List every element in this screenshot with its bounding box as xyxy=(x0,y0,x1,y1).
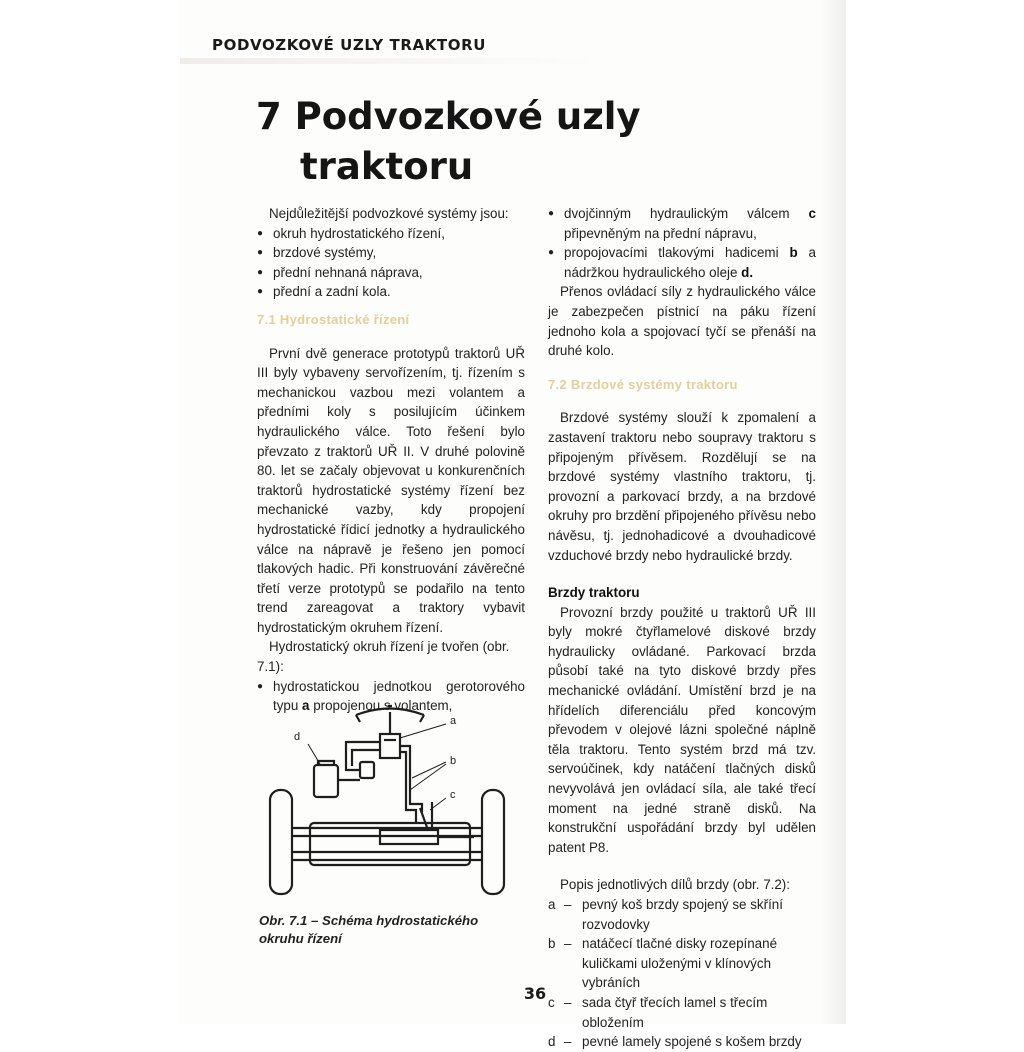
leader-line-b xyxy=(410,762,446,790)
parts-dash: – xyxy=(564,1034,572,1050)
parts-key: a xyxy=(548,897,556,912)
parts-key: b xyxy=(548,936,556,952)
paragraph-force-transfer: Přenos ovládací síly z hydraulického válce je zabezpečen pístnicí na páku řízení jednoho kola a spojovací tyčí se přenáší na druhé kolo. xyxy=(548,284,816,359)
bullet-text: připevněným na přední nápravu, xyxy=(564,225,757,241)
parts-item xyxy=(548,1032,816,1052)
bullet-item: ● přední nehnaná náprava, xyxy=(257,263,525,283)
running-head-rule xyxy=(180,58,600,64)
parts-text: natáčecí tlačné disky rozepínané kuličkami uloženými v klínových vybráních xyxy=(582,936,778,991)
steering-diagram-figure xyxy=(260,690,522,910)
bullet-key: d. xyxy=(741,264,754,280)
parts-item xyxy=(548,895,816,934)
parts-key: c xyxy=(548,994,555,1010)
intro-bullet-list xyxy=(257,224,525,302)
leader-line-a xyxy=(400,724,446,738)
running-head: PODVOZKOVÉ UZLY TRAKTORU xyxy=(212,36,487,54)
parts-text: pevný koš brzdy spojený se skříní rozvodovky xyxy=(582,897,783,932)
bullet-text: propojenou s volantem, xyxy=(309,698,453,714)
oil-tank xyxy=(314,765,338,797)
bullet-key: a xyxy=(302,698,310,714)
bullet-item xyxy=(548,204,816,243)
paragraph-circuit-intro: Hydrostatický okruh řízení je tvořen (obr. 7.1): xyxy=(257,639,510,675)
paragraph-brake-systems: Brzdové systémy slouží k zpomalení a zastavení traktoru nebo soupravy traktoru s připojeným přívěsem. Rozdělují se na brzdové systémy vlastního traktoru, tj. provozní a parkovací brzdy, a na brzdové okruhy pro brzdění připojeného přívěsu nebo návěsu, tj. jednohadicové a dvouhadicové vzduchové brzdy nebo hydraulické brzdy. xyxy=(548,410,816,563)
left-column xyxy=(257,204,525,716)
bullet-item: ● brzdové systémy, xyxy=(257,243,525,263)
section-heading-7-2: 7.2 Brzdové systémy traktoru xyxy=(548,376,738,392)
chapter-title-line1: 7 Podvozkové uzly xyxy=(256,95,641,138)
pressure-hose xyxy=(400,746,422,812)
page-number: 36 xyxy=(523,984,547,1003)
bullet-text: dvojčinným hydraulickým válcem xyxy=(564,206,809,221)
section-heading-7-1: 7.1 Hydrostatické řízení xyxy=(257,311,410,327)
bullet-key: b xyxy=(789,245,798,261)
gerotor-unit xyxy=(380,734,400,758)
parts-text: sada čtyř třecích lamel s třecím obložením xyxy=(582,994,768,1030)
parts-text: pevné lamely spojené s košem brzdy xyxy=(582,1034,802,1050)
bullet-key: c xyxy=(808,206,816,221)
figure-label-a: a xyxy=(450,715,457,727)
parts-list xyxy=(548,895,816,1052)
bullet-item: ● přední a zadní kola. xyxy=(257,282,525,302)
figure-label-d: d xyxy=(294,731,301,743)
parts-dash: – xyxy=(564,994,572,1010)
front-left-wheel xyxy=(270,790,292,894)
leader-line-d xyxy=(308,744,320,764)
parts-dash: – xyxy=(564,936,572,952)
bullet-item xyxy=(548,243,816,282)
circuit-bullet-list-continued xyxy=(548,204,816,282)
intro-paragraph: Nejdůležitější podvozkové systémy jsou: xyxy=(269,206,509,221)
figure-label-b: b xyxy=(450,755,457,767)
parts-item xyxy=(548,993,816,1032)
pump xyxy=(360,762,374,778)
bullet-text: a nádržkou hydraulického oleje xyxy=(564,245,816,280)
subheading-tractor-brakes: Brzdy traktoru xyxy=(548,585,640,601)
chapter-title-line2: traktoru xyxy=(300,145,474,188)
paragraph-tractor-brakes: Provozní brzdy použité u traktorů UŘ III byly mokré čtyřlamelové diskové brzdy hydraulicky ovládané. Parkovací brzda působí také na tyto diskové brzdy přes mechanické ovládání. Umístění brzd je na hřídelích diferenciálu před koncovým převodem v olejové lázni společné náplně těla traktoru. Tento systém brzd má tzv. servoúčinek, kdy natáčení tlačných disků nevyvolává jen ovládací síla, ale také třecí moment na jedné straně disků. Na konstrukční uspořádání brzdy byl udělen patent P8. xyxy=(548,604,816,855)
steering-diagram xyxy=(260,690,522,910)
bullet-item: ● okruh hydrostatického řízení, xyxy=(257,224,525,244)
paragraph-steering: První dvě generace prototypů traktorů UŘ III byly vybaveny servořízením, tj. řízením s mechanickou vazbou mezi volantem a předními koly s posilujícím účinkem hydraulického válce. Toto řešení bylo převzato z traktorů UŘ II. V druhé polovině 80. let se začaly objevovat u konkurenčních traktorů hydrostatické systémy řízení bez mechanické vazby, kdy propojení hydrostatické řídicí jednotky a hydraulického válce na nápravě je řešeno jen pomocí tlakových hadic. Při konstruování závěrečné třetí verze prototypů se podařilo na tento trend zareagovat a traktory vybavit hydrostatickým okruhem řízení. xyxy=(257,345,525,635)
right-column xyxy=(548,204,816,1052)
page-edge-shadow xyxy=(820,0,846,1024)
bullet-text: hydrostatickou jednotkou gerotorového typu xyxy=(273,678,525,714)
parts-dash: – xyxy=(564,897,572,912)
figure-label-c: c xyxy=(450,789,456,801)
bullet-text: propojovacími tlakovými hadicemi xyxy=(564,245,790,261)
parts-item xyxy=(548,934,816,993)
front-right-wheel xyxy=(482,790,504,894)
parts-intro: Popis jednotlivých dílů brzdy (obr. 7.2): xyxy=(560,877,790,893)
figure-caption: Obr. 7.1 – Schéma hydrostatického okruhu řízení xyxy=(259,913,479,946)
parts-key: d xyxy=(548,1034,556,1050)
chapter-title xyxy=(256,92,776,192)
